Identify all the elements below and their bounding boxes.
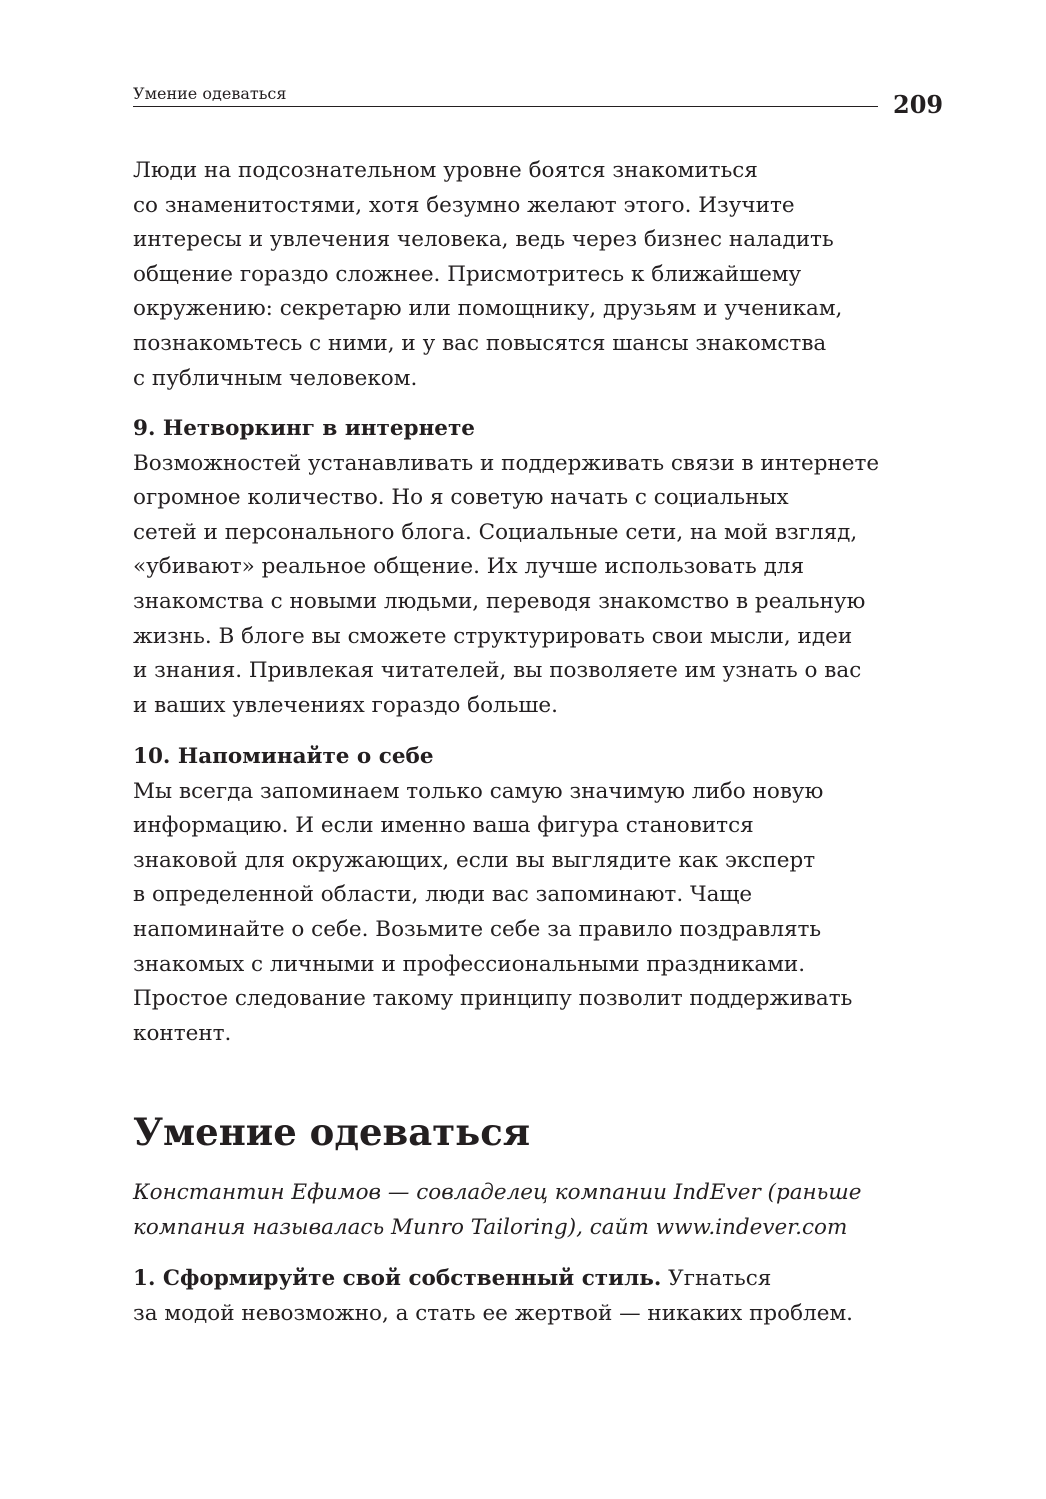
line: Люди на подсознательном уровне боятся знакомиться: [133, 158, 758, 183]
line: с публичным человеком.: [133, 365, 418, 391]
line: за модой невозможно, а стать ее жертвой — никаких проблем.: [133, 1300, 853, 1326]
line: напоминайте о себе. Возьмите себе за правило поздравлять: [133, 916, 822, 942]
running-header: Умение одеваться: [133, 84, 287, 103]
paragraph-1: [133, 154, 893, 396]
line: «убивают» реальное общение. Их лучше использовать для: [133, 554, 805, 580]
line: жизнь. В блоге вы сможете структурировать свои мысли, идеи: [133, 623, 853, 649]
header-rule: [133, 106, 878, 107]
line: компания называлась Munro Tailoring), сайт www.indever.com: [133, 1214, 848, 1240]
line: знаковой для окружающих, если вы выглядите как эксперт: [133, 847, 816, 873]
line: сетей и персонального блога. Социальные сети, на мой взгляд,: [133, 519, 858, 545]
line: окружению: секретарю или помощнику, друзьям и ученикам,: [133, 296, 843, 322]
line: Простое следование такому принципу позволит поддерживать: [133, 986, 853, 1012]
item-text: Угнаться: [661, 1266, 772, 1291]
item-heading: 1. Сформируйте свой собственный стиль.: [133, 1266, 662, 1291]
section-9: [133, 412, 893, 723]
line: интересы и увлечения человека, ведь через бизнес наладить: [133, 227, 834, 253]
item-1: [133, 1262, 893, 1331]
line: огромное количество. Но я советую начать с социальных: [133, 485, 789, 511]
section-heading: 10. Напоминайте о себе: [133, 744, 434, 769]
line: и ваших увлечениях гораздо больше.: [133, 692, 558, 718]
chapter-title: Умение одеваться: [133, 1110, 531, 1154]
line: общение гораздо сложнее. Присмотритесь к ближайшему: [133, 261, 802, 287]
line: контент.: [133, 1020, 232, 1046]
line: Константин Ефимов — совладелец компании IndEver (раньше: [133, 1180, 862, 1205]
section-10: [133, 740, 893, 1051]
line: и знания. Привлекая читателей, вы позволяете им узнать о вас: [133, 658, 862, 684]
line: Мы всегда запоминаем только самую значимую либо новую: [133, 778, 824, 804]
line: Возможностей устанавливать и поддерживать связи в интернете: [133, 450, 880, 476]
section-heading: 9. Нетворкинг в интернете: [133, 416, 475, 441]
line: познакомьтесь с ними, и у вас повысятся шансы знакомства: [133, 330, 827, 356]
line: знакомых с личными и профессиональными праздниками.: [133, 951, 806, 977]
author-note: [133, 1176, 893, 1245]
line: знакомства с новыми людьми, переводя знакомство в реальную: [133, 588, 866, 614]
page-number: 209: [893, 90, 944, 119]
line: в определенной области, люди вас запоминают. Чаще: [133, 882, 753, 908]
line: со знаменитостями, хотя безумно желают этого. Изучите: [133, 192, 795, 218]
line: информацию. И если именно ваша фигура становится: [133, 813, 754, 839]
